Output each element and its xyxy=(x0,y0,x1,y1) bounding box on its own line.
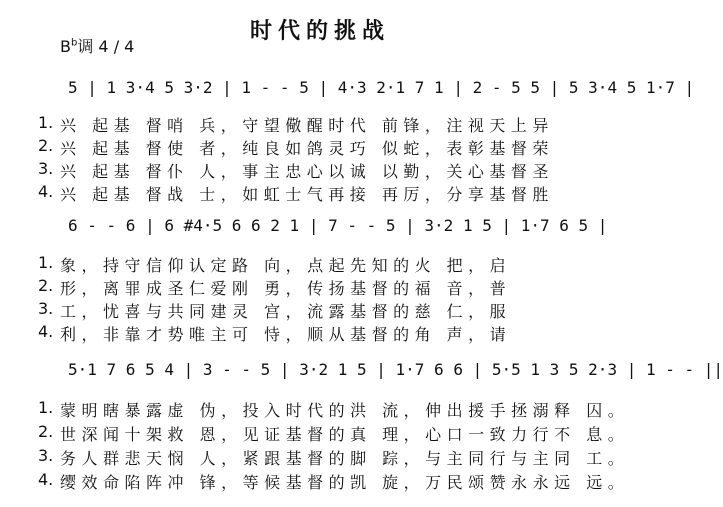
key-signature: $B^b$调 4 / 4 xyxy=(60,37,135,56)
lyric-line: 1. 兴 起基 督哨 兵，守望儆醒时代 前锋，注视天上异 xyxy=(38,113,554,135)
lyric-line: 3. 工，忧喜与共同建灵 宫，流露基督的慈 仁，服 xyxy=(38,299,512,321)
lyric-line: 2. 形，离罪成圣仁爱刚 勇，传扬基督的福 音，普 xyxy=(38,276,512,298)
notation-line-1: 5 | 1 3·4 5 3·2 | 1 - - 5 | 4·3 2·1 7 1 | 2 - 5 5 | 5 3·4 5 1·7 | xyxy=(68,78,695,97)
notation-line-3: 5·1 7 6 5 4 | 3 - - 5 | 3·2 1 5 | 1·7 6 6 | 5·5 1 3 5 2·3 | 1 - - || xyxy=(68,360,723,379)
lyric-line: 4. 兴 起基 督战 士，如虹士气再接 再厉，分享基督胜 xyxy=(38,182,554,204)
lyric-line: 2. 世深闻十架救 恩，见证基督的真 理，心口一致力行不 息。 xyxy=(38,422,630,444)
notation-line-2: 6 - - 6 | 6 #4·5 6 6 2 1 | 7 - - 5 | 3·2 1 5 | 1·7 6 5 | xyxy=(68,216,608,235)
lyric-line: 1. 象，持守信仰认定路 向，点起先知的火 把，启 xyxy=(38,253,512,275)
lyric-line: 3. 兴 起基 督仆 人，事主忠心以诚 以勤，关心基督圣 xyxy=(38,159,554,181)
lyric-line: 4. 利，非靠才势唯主可 恃，顺从基督的角 声，请 xyxy=(38,322,512,344)
lyric-line: 1. 蒙明瞎暴露虚 伪，投入时代的洪 流，伸出援手拯溺释 囚。 xyxy=(38,398,630,420)
song-title: 时代的挑战 xyxy=(249,19,390,44)
lyric-line: 4. 缨效命陷阵冲 锋，等候基督的凯 旋，万民颂赞永永远 远。 xyxy=(38,470,630,492)
lyric-line: 3. 务人群悲天悯 人，紧跟基督的脚 踪，与主同行与主同 工。 xyxy=(38,446,630,468)
lyric-line: 2. 兴 起基 督使 者，纯良如鸽灵巧 似蛇，表彰基督荣 xyxy=(38,136,554,158)
